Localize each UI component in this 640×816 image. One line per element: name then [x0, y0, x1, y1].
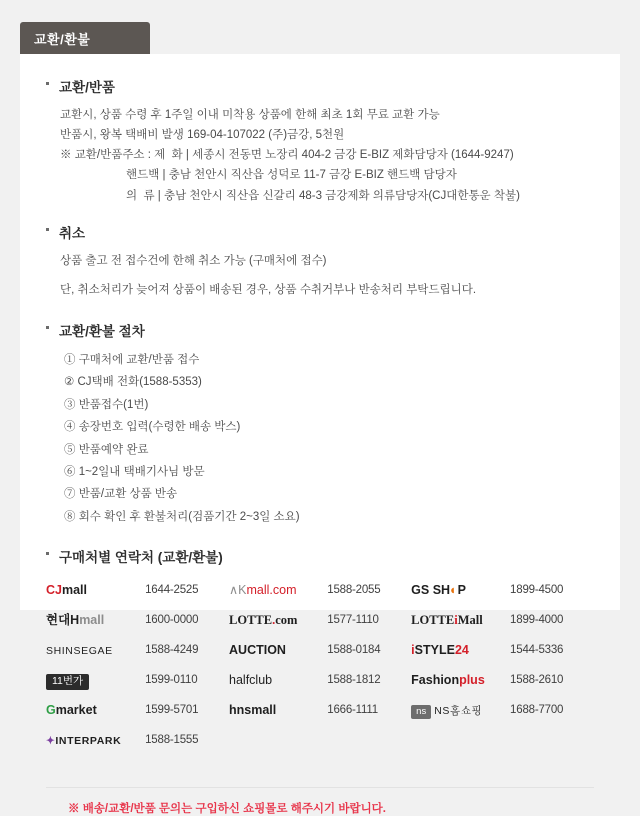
shop-logo-cell	[411, 695, 510, 725]
bullet-icon	[46, 552, 49, 555]
shop-phone: 1588-1812	[327, 674, 381, 687]
akmall-logo: ∧Kmall.com	[229, 583, 297, 598]
list-item: ② CJ택배 전화(1588-5353)	[64, 376, 202, 389]
istyle24-logo: iSTYLE24	[411, 643, 469, 658]
shop-logo-cell	[229, 635, 327, 665]
shop-phone: 1899-4000	[510, 614, 564, 627]
cancel-line: 단, 취소처리가 늦어져 상품이 배송된 경우, 상품 수취거부나 반송처리 부탁드립니다.	[60, 283, 477, 296]
shop-logo-cell	[46, 575, 145, 605]
section-exchange	[46, 76, 594, 206]
section-exchange-title	[46, 76, 594, 96]
shop-phone: 1599-0110	[145, 674, 198, 687]
shop-phone: 1600-0000	[145, 614, 199, 627]
auction-logo: AUCTION	[229, 643, 286, 658]
list-item: ⑤ 반품예약 완료	[64, 443, 149, 456]
shop-logo-cell	[229, 665, 327, 695]
shop-logo-cell	[46, 665, 145, 695]
nsshop-label: NS홈쇼핑	[434, 705, 483, 718]
bullet-icon	[46, 82, 49, 85]
shinsegae-logo: SHINSEGAE	[46, 645, 113, 658]
section-cancel-title-text: 취소	[59, 225, 86, 241]
list-item: ④ 송장번호 입력(수령한 배송 박스)	[64, 421, 241, 434]
table-row	[46, 665, 594, 695]
content-panel	[20, 54, 620, 816]
shop-phone: 1588-2055	[327, 584, 381, 597]
shop-logo-cell	[411, 665, 510, 695]
footer-notice: ※ 배송/교환/반품 문의는 구입하신 쇼핑몰로 해주시기 바랍니다.	[68, 803, 386, 816]
interpark-logo: ✦INTERPARK	[46, 735, 122, 748]
shop-phone: 1544-5336	[510, 644, 564, 657]
section-contacts-title	[46, 546, 594, 566]
list-item: ③ 반품접수(1번)	[64, 398, 149, 411]
shop-contact-table	[46, 575, 594, 755]
shop-phone: 1588-0184	[327, 644, 381, 657]
shop-logo-cell	[411, 605, 510, 635]
lottecom-logo: LOTTE.com	[229, 613, 298, 628]
section-cancel-title	[46, 222, 594, 242]
section-exchange-title-text: 교환/반품	[59, 80, 115, 95]
section-procedure	[46, 320, 594, 528]
shop-logo-cell	[46, 695, 145, 725]
table-row	[46, 725, 594, 755]
lotteimall-logo: LOTTEiMall	[411, 613, 483, 628]
page-title: 교환/환불	[20, 22, 150, 54]
procedure-steps	[46, 349, 594, 528]
section-procedure-title-text: 교환/환불 절차	[59, 323, 145, 339]
section-cancel	[46, 222, 594, 300]
shop-phone: 1588-2610	[510, 674, 564, 687]
exchange-line: 반품시, 왕복 택배비 발생 169-04-107022 (주)금강, 5천원	[60, 129, 345, 142]
table-row	[46, 575, 594, 605]
exchange-line: 의 류 | 충남 천안시 직산읍 신갈리 48-3 금강제화 의류담당자(CJ대한통운 착불)	[126, 189, 520, 202]
shop-phone: 1588-4249	[145, 644, 199, 657]
shop-logo-cell	[46, 725, 145, 755]
shop-logo-cell	[411, 635, 510, 665]
shop-phone: 1599-5701	[145, 704, 199, 717]
cancel-line: 상품 출고 전 접수건에 한해 취소 가능 (구매처에 접수)	[60, 254, 327, 267]
list-item: ⑥ 1~2일내 택배기사님 방문	[64, 465, 205, 478]
bullet-icon	[46, 326, 49, 329]
exchange-line: 핸드백 | 충남 천안시 직산읍 성덕로 11-7 금강 E-BIZ 핸드백 담당자	[126, 169, 457, 182]
11st-logo: 11번가	[46, 674, 89, 690]
list-item: ⑧ 회수 확인 후 환불처리(검품기간 2~3일 소요)	[64, 510, 300, 523]
hmall-logo: 현대Hmall	[46, 613, 105, 628]
shop-logo-cell	[229, 605, 327, 635]
exchange-line: 교환시, 상품 수령 후 1주일 이내 미착용 상품에 한해 최초 1회 무료 교환 가능	[60, 109, 440, 121]
fashionplus-logo: Fashionplus	[411, 673, 485, 688]
gmarket-logo: Gmarket	[46, 703, 97, 718]
shop-logo-cell	[229, 695, 327, 725]
shop-phone: 1644-2525	[145, 584, 199, 597]
gsshop-logo: GS SH◐P	[411, 583, 466, 598]
shop-phone: 1588-1555	[145, 734, 199, 747]
divider	[46, 787, 594, 788]
cjmall-logo: CJmall	[46, 583, 87, 598]
shop-logo-cell	[229, 575, 327, 605]
halfclub-logo: halfclub	[229, 673, 273, 688]
section-procedure-title	[46, 320, 594, 340]
shop-phone: 1688-7700	[510, 704, 564, 717]
hnsmall-logo: hnsmall	[229, 703, 277, 718]
shop-phone: 1666-1111	[327, 704, 378, 717]
shop-phone: 1899-4500	[510, 584, 564, 597]
bullet-icon	[46, 228, 49, 231]
list-item: ⑦ 반품/교환 상품 반송	[64, 488, 178, 501]
shop-logo-cell	[411, 575, 510, 605]
section-contacts	[46, 546, 594, 755]
shop-logo-cell	[46, 635, 145, 665]
table-row	[46, 635, 594, 665]
exchange-line: ※ 교환/반품주소 : 제 화 | 세종시 전동면 노장리 404-2 금강 E-BIZ 제화담당자 (1644-9247)	[60, 149, 514, 162]
nsshop-logo: ns	[411, 705, 431, 719]
list-item: ① 구매처에 교환/반품 접수	[64, 353, 200, 366]
section-contacts-title-text: 구매처별 연락처 (교환/환불)	[59, 550, 223, 566]
shop-logo-cell	[46, 605, 145, 635]
shop-phone: 1577-1110	[327, 614, 379, 627]
table-row	[46, 695, 594, 725]
table-row	[46, 605, 594, 635]
